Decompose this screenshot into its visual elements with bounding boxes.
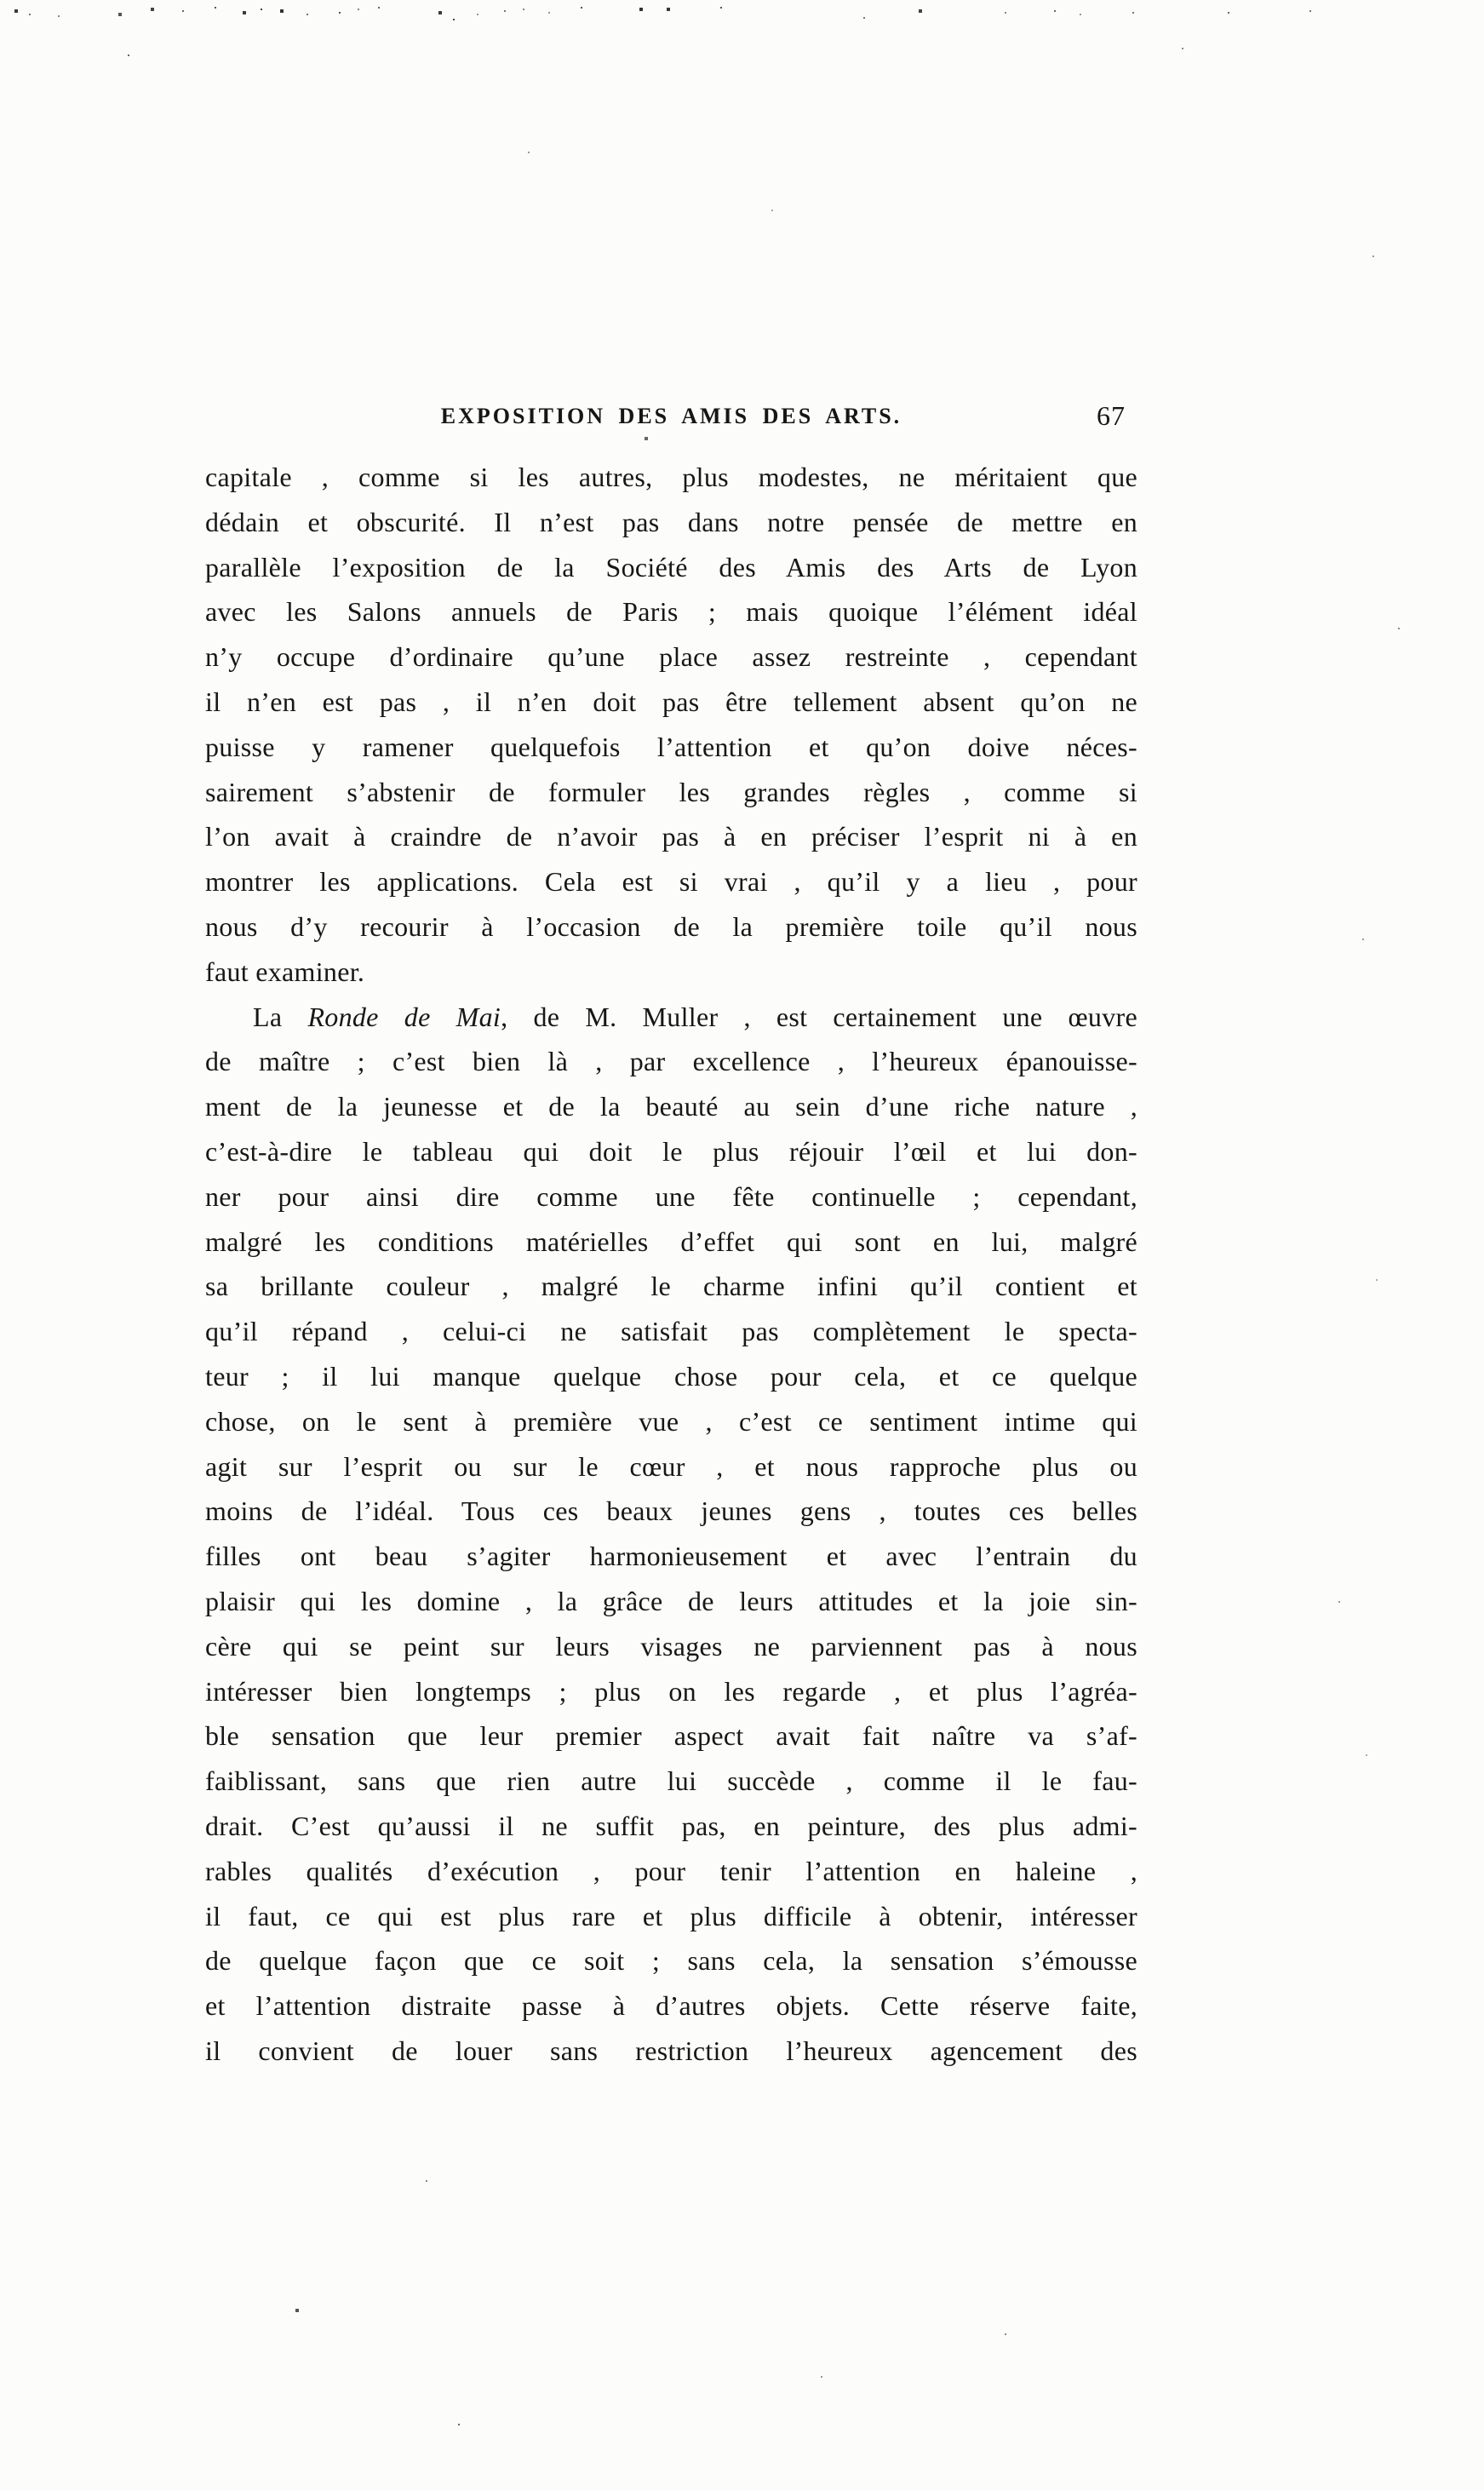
text-line: parallèle l’exposition de la Société des Amis des Arts de Lyon: [205, 551, 1137, 583]
text-line: sairement s’abstenir de formuler les grandes règles , comme si: [205, 776, 1137, 807]
text-line: qu’il répand , celui-ci ne satisfait pas complètement le specta-: [205, 1316, 1137, 1347]
text-line: puisse y ramener quelquefois l’attention et qu’on doive néces-: [205, 731, 1137, 762]
text-line: malgré les conditions matérielles d’effet qui sont en lui, malgré: [205, 1225, 1137, 1257]
text-line: drait. C’est qu’aussi il ne suffit pas, en peinture, des plus admi-: [205, 1810, 1137, 1841]
scan-noise-top: [0, 0, 2, 2]
scan-noise-scatter: [0, 0, 2, 2]
text-line: ment de la jeunesse et de la beauté au sein d’une riche nature ,: [205, 1091, 1137, 1122]
text-line: teur ; il lui manque quelque chose pour cela, et ce quelque: [205, 1360, 1137, 1392]
text-line: montrer les applications. Cela est si vrai , qu’il y a lieu , pour: [205, 866, 1137, 898]
text-line: faiblissant, sans que rien autre lui succède , comme il le fau-: [205, 1765, 1137, 1797]
text-line: ble sensation que leur premier aspect avait fait naître va s’af-: [205, 1720, 1137, 1752]
text-line: de quelque façon que ce soit ; sans cela, la sensation s’émousse: [205, 1945, 1137, 1977]
text-line-paragraph-end: faut examiner.: [205, 956, 365, 987]
paragraph2-rest: , de M. Muller , est certainement une œuvre: [501, 1001, 1137, 1032]
body-text: [205, 455, 1137, 2074]
text-line: rables qualités d’exécution , pour tenir l’attention en haleine ,: [205, 1855, 1137, 1886]
text-line-with-title: [205, 995, 1137, 1040]
text-line: moins de l’idéal. Tous ces beaux jeunes gens , toutes ces belles: [205, 1495, 1137, 1527]
running-title: EXPOSITION DES AMIS DES ARTS.: [440, 404, 902, 428]
text-line: plaisir qui les domine , la grâce de leurs attitudes et la joie sin-: [205, 1585, 1137, 1616]
text-line: nous d’y recourir à l’occasion de la première toile qu’il nous: [205, 910, 1137, 942]
text-line: il convient de louer sans restriction l’heureux agencement des: [205, 2035, 1137, 2066]
text-line: il faut, ce qui est plus rare et plus difficile à obtenir, intéresser: [205, 1900, 1137, 1931]
text-line: ner pour ainsi dire comme une fête continuelle ; cependant,: [205, 1180, 1137, 1212]
text-line: filles ont beau s’agiter harmonieusement et avec l’entrain du: [205, 1541, 1137, 1572]
text-line: capitale , comme si les autres, plus modestes, ne méritaient que: [205, 462, 1137, 492]
page-number: 67: [1097, 400, 1126, 431]
text-line: intéresser bien longtemps ; plus on les regarde , et plus l’agréa-: [205, 1675, 1137, 1707]
text-line: chose, on le sent à première vue , c’est ce sentiment intime qui: [205, 1405, 1137, 1437]
text-line: et l’attention distraite passe à d’autres objets. Cette réserve faite,: [205, 1990, 1137, 2022]
work-title-italic: Ronde de Mai: [307, 1001, 501, 1032]
text-line: c’est-à-dire le tableau qui doit le plus réjouir l’œil et lui don-: [205, 1135, 1137, 1167]
text-line: de maître ; c’est bien là , par excellence , l’heureux épanouisse-: [205, 1046, 1137, 1077]
text-line: agit sur l’esprit ou sur le cœur , et nous rapproche plus ou: [205, 1450, 1137, 1482]
text-line: n’y occupe d’ordinaire qu’une place assez restreinte , cependant: [205, 641, 1137, 673]
text-line: il n’en est pas , il n’en doit pas être tellement absent qu’on ne: [205, 686, 1137, 717]
text-line: sa brillante couleur , malgré le charme infini qu’il contient et: [205, 1271, 1137, 1302]
text-line: l’on avait à craindre de n’avoir pas à en préciser l’esprit ni à en: [205, 821, 1137, 852]
running-head: [205, 402, 1137, 438]
text-line: avec les Salons annuels de Paris ; mais quoique l’élément idéal: [205, 596, 1137, 628]
text-line: dédain et obscurité. Il n’est pas dans notre pensée de mettre en: [205, 506, 1137, 537]
paragraph2-prefix: La: [253, 1001, 308, 1032]
text-block: [205, 402, 1137, 2074]
text-line: cère qui se peint sur leurs visages ne parviennent pas à nous: [205, 1630, 1137, 1662]
